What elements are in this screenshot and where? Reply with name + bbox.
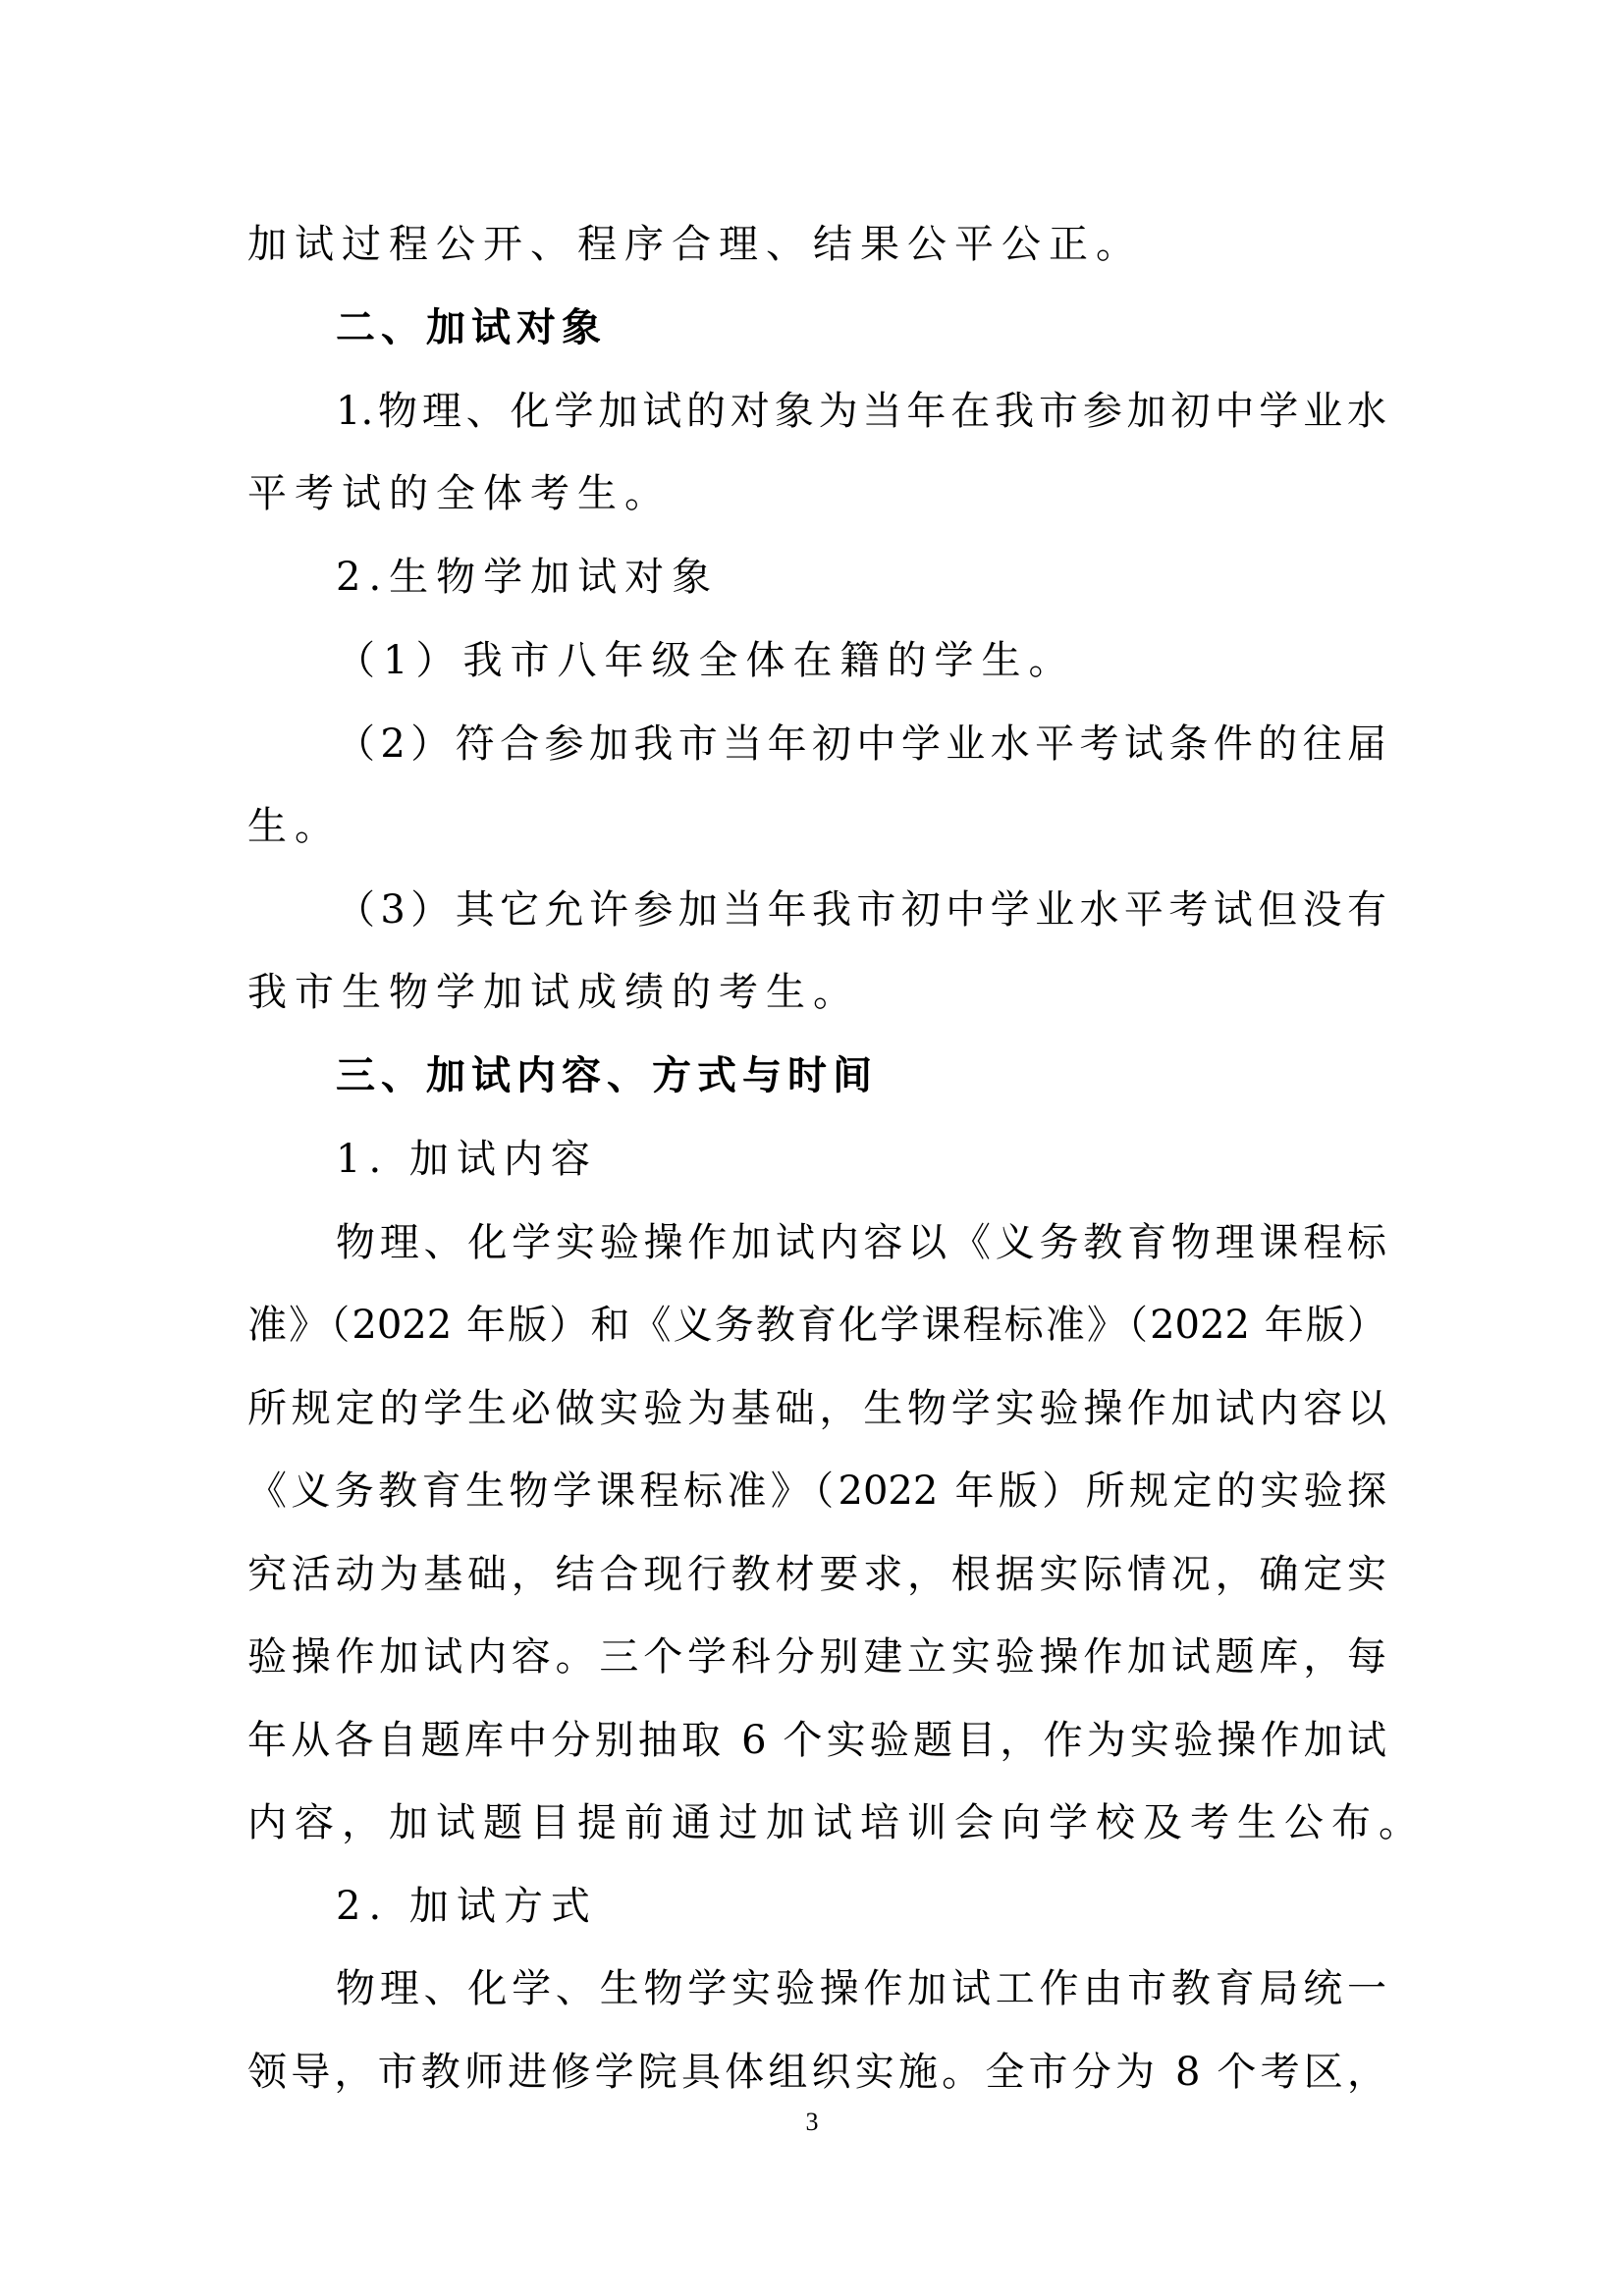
subsection-heading: 2. 加试方式 (336, 1884, 598, 1929)
paragraph-line: 年从各自题库中分别抽取 6 个实验题目，作为实验操作加试 (247, 1718, 1386, 1763)
section-heading-2: 二、加试对象 (336, 305, 607, 350)
paragraph-line: 验操作加试内容。三个学科分别建立实验操作加试题库，每 (247, 1634, 1386, 1680)
paragraph-line: 领导，市教师进修学院具体组织实施。全市分为 8 个考区， (247, 2050, 1386, 2095)
paragraph-line: 平考试的全体考生。 (247, 471, 672, 516)
paragraph-line: 准》（2022 年版）和《义务教育化学课程标准》（2022 年版） (247, 1303, 1386, 1348)
paragraph-line: 生。 (247, 804, 342, 849)
paragraph-line: 我市生物学加试成绩的考生。 (247, 970, 860, 1015)
page-number: 3 (805, 2108, 819, 2136)
list-item: （3）其它允许参加当年我市初中学业水平考试但没有 (336, 887, 1386, 933)
paragraph-line: 1.物理、化学加试的对象为当年在我市参加初中学业水 (336, 389, 1386, 434)
list-item: （2）符合参加我市当年初中学业水平考试条件的往届 (336, 721, 1386, 767)
subsection-heading: 2.生物学加试对象 (336, 555, 720, 600)
paragraph-line: 内容，加试题目提前通过加试培训会向学校及考生公布。 (247, 1800, 1426, 1845)
paragraph-line: 物理、化学、生物学实验操作加试工作由市教育局统一 (336, 1966, 1386, 2011)
list-item: （1）我市八年级全体在籍的学生。 (336, 638, 1076, 683)
paragraph-line: 物理、化学实验操作加试内容以《义务教育物理课程标 (336, 1220, 1386, 1265)
paragraph-line: 《义务教育生物学课程标准》（2022 年版）所规定的实验探 (247, 1468, 1386, 1514)
paragraph-line: 究活动为基础，结合现行教材要求，根据实际情况，确定实 (247, 1552, 1386, 1597)
subsection-heading: 1. 加试内容 (336, 1137, 598, 1182)
paragraph-line: 加试过程公开、程序合理、结果公平公正。 (247, 222, 1143, 267)
paragraph-line: 所规定的学生必做实验为基础，生物学实验操作加试内容以 (247, 1386, 1386, 1431)
section-heading-3: 三、加试内容、方式与时间 (336, 1053, 878, 1098)
